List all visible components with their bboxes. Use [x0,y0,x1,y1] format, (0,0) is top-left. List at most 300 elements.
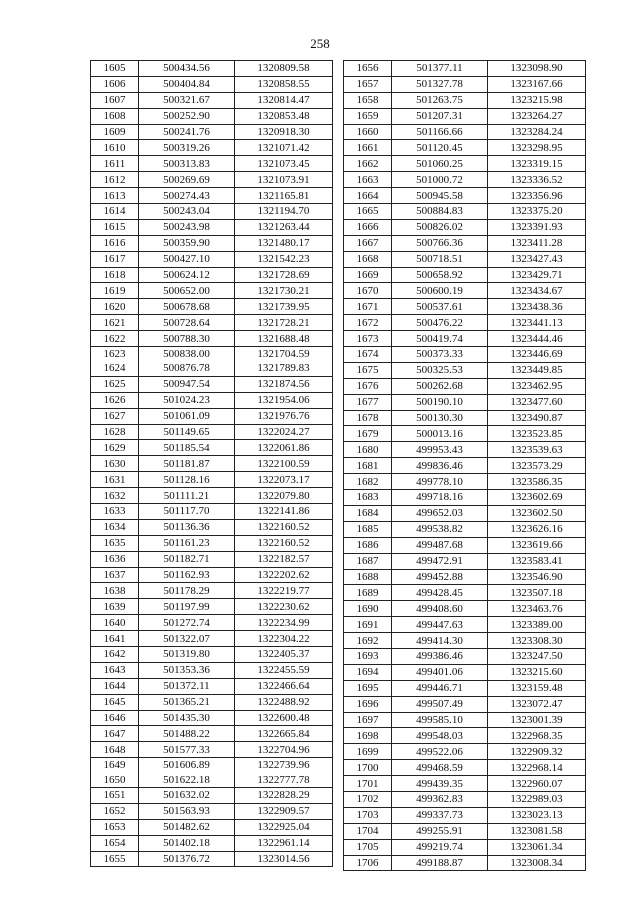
point-number-cell: 1686 [344,537,392,553]
y-coordinate-cell: 1322909.32 [488,744,586,760]
x-coordinate-cell: 499487.68 [392,537,488,553]
table-row [91,376,333,392]
point-number-cell: 1654 [91,835,139,851]
y-coordinate-cell: 1321688.48 [235,331,333,347]
table-row [91,140,333,156]
table-row [91,440,333,456]
x-coordinate-cell: 501166.66 [392,124,488,140]
table-row [91,267,333,283]
point-number-cell: 1670 [344,283,392,299]
y-coordinate-cell: 1322961.14 [235,835,333,851]
x-coordinate-cell: 501435.30 [139,710,235,726]
point-number-cell: 1680 [344,442,392,458]
table-row [91,726,333,742]
x-coordinate-cell: 500325.53 [392,362,488,378]
y-coordinate-cell: 1321728.21 [235,315,333,331]
table-row [344,712,586,728]
point-number-cell: 1615 [91,219,139,235]
point-number-cell: 1621 [91,315,139,331]
table-row [344,569,586,585]
x-coordinate-cell: 499778.10 [392,474,488,490]
cell-line: 500876.78 [163,362,210,375]
point-number-cell: 1627 [91,408,139,424]
table-row [344,807,586,823]
y-coordinate-cell: 1321954.06 [235,392,333,408]
x-coordinate-cell: 499439.35 [392,776,488,792]
x-coordinate-cell: 501482.62 [139,819,235,835]
y-coordinate-cell: 1323507.18 [488,585,586,601]
point-number-cell: 1699 [344,744,392,760]
y-coordinate-cell [235,347,333,377]
cell-line: 1322777.78 [257,773,310,786]
y-coordinate-cell: 1320809.58 [235,61,333,77]
y-coordinate-cell: 1322909.57 [235,803,333,819]
y-coordinate-cell: 1322079.80 [235,488,333,504]
y-coordinate-cell: 1321073.91 [235,172,333,188]
y-coordinate-cell: 1322665.84 [235,726,333,742]
table-row [91,299,333,315]
point-number-cell: 1704 [344,823,392,839]
point-number-cell: 1702 [344,791,392,807]
x-coordinate-cell: 499468.59 [392,760,488,776]
x-coordinate-cell: 501181.87 [139,456,235,472]
point-number-cell: 1631 [91,472,139,488]
y-coordinate-cell: 1323298.95 [488,140,586,156]
x-coordinate-cell: 500274.43 [139,188,235,204]
table-row [344,108,586,124]
point-number-cell: 1676 [344,378,392,394]
y-coordinate-cell: 1321194.70 [235,204,333,220]
x-coordinate-cell: 501111.21 [139,488,235,504]
table-row [91,283,333,299]
y-coordinate-cell: 1322828.29 [235,788,333,804]
point-number-cell: 1611 [91,156,139,172]
y-coordinate-cell: 1323375.20 [488,204,586,220]
y-coordinate-cell: 1323247.50 [488,648,586,664]
point-number-cell: 1640 [91,615,139,631]
cell-line: 501606.89 [163,759,210,772]
point-number-cell: 1657 [344,76,392,92]
point-number-cell: 1697 [344,712,392,728]
x-coordinate-cell: 499386.46 [392,648,488,664]
cell-line: 1649 [103,759,126,772]
table-row [91,519,333,535]
point-number-cell: 1617 [91,251,139,267]
point-number-cell: 1648 [91,742,139,758]
point-number-cell: 1682 [344,474,392,490]
point-number-cell: 1608 [91,108,139,124]
table-row [91,788,333,804]
point-number-cell: 1666 [344,219,392,235]
table-row [91,251,333,267]
point-number-cell [91,758,139,788]
table-row [91,742,333,758]
y-coordinate-cell: 1323438.36 [488,299,586,315]
table-row [91,124,333,140]
table-row [344,648,586,664]
point-number-cell: 1683 [344,490,392,506]
point-number-cell: 1628 [91,424,139,440]
y-coordinate-cell: 1323023.13 [488,807,586,823]
y-coordinate-cell: 1322466.64 [235,678,333,694]
y-coordinate-cell: 1322600.48 [235,710,333,726]
y-coordinate-cell: 1323619.66 [488,537,586,553]
point-number-cell: 1632 [91,488,139,504]
x-coordinate-cell: 499188.87 [392,855,488,871]
x-coordinate-cell: 499362.83 [392,791,488,807]
cell-line: 1624 [103,362,126,375]
point-number-cell: 1636 [91,551,139,567]
y-coordinate-cell: 1320853.48 [235,108,333,124]
x-coordinate-cell: 500243.04 [139,204,235,220]
point-number-cell: 1656 [344,61,392,77]
y-coordinate-cell: 1322968.14 [488,760,586,776]
y-coordinate-cell: 1321480.17 [235,235,333,251]
table-row [344,251,586,267]
table-row [91,710,333,726]
table-row [344,696,586,712]
y-coordinate-cell: 1322061.86 [235,440,333,456]
point-number-cell: 1667 [344,235,392,251]
y-coordinate-cell: 1323014.56 [235,851,333,867]
y-coordinate-cell: 1323427.43 [488,251,586,267]
point-number-cell: 1661 [344,140,392,156]
y-coordinate-cell: 1323523.85 [488,426,586,442]
point-number-cell: 1695 [344,680,392,696]
y-coordinate-cell: 1322304.22 [235,631,333,647]
y-coordinate-cell: 1322704.96 [235,742,333,758]
table-row [344,585,586,601]
x-coordinate-cell: 501372.11 [139,678,235,694]
point-number-cell: 1698 [344,728,392,744]
y-coordinate-cell: 1322968.35 [488,728,586,744]
y-coordinate-cell: 1323477.60 [488,394,586,410]
point-number-cell: 1671 [344,299,392,315]
point-number-cell: 1653 [91,819,139,835]
table-row [344,299,586,315]
point-number-cell: 1609 [91,124,139,140]
x-coordinate-cell: 501136.36 [139,519,235,535]
x-coordinate-cell: 501060.25 [392,156,488,172]
y-coordinate-cell: 1323429.71 [488,267,586,283]
x-coordinate-cell: 500600.19 [392,283,488,299]
table-row [344,331,586,347]
table-row [344,760,586,776]
point-number-cell: 1706 [344,855,392,871]
table-row [344,204,586,220]
point-number-cell: 1633 [91,503,139,519]
y-coordinate-cell: 1323626.16 [488,521,586,537]
point-number-cell: 1641 [91,631,139,647]
table-row [91,678,333,694]
table-row [91,188,333,204]
x-coordinate-cell: 499718.16 [392,490,488,506]
point-number-cell: 1638 [91,583,139,599]
x-coordinate-cell: 501024.23 [139,392,235,408]
cell-line: 500838.00 [163,348,210,361]
point-number-cell: 1687 [344,553,392,569]
point-number-cell: 1646 [91,710,139,726]
y-coordinate-cell: 1323308.30 [488,633,586,649]
x-coordinate-cell: 501402.18 [139,835,235,851]
x-coordinate-cell: 499452.88 [392,569,488,585]
y-coordinate-cell: 1321263.44 [235,219,333,235]
y-coordinate-cell: 1323215.60 [488,664,586,680]
point-number-cell: 1644 [91,678,139,694]
x-coordinate-cell: 500013.16 [392,426,488,442]
table-row [91,551,333,567]
point-number-cell: 1605 [91,61,139,77]
table-row [344,680,586,696]
table-row [91,835,333,851]
page-number: 258 [310,36,330,51]
x-coordinate-cell: 499652.03 [392,505,488,521]
x-coordinate-cell: 499836.46 [392,458,488,474]
y-coordinate-cell: 1321071.42 [235,140,333,156]
x-coordinate-cell: 500728.64 [139,315,235,331]
y-coordinate-cell: 1321165.81 [235,188,333,204]
x-coordinate-cell: 500658.92 [392,267,488,283]
table-row [344,140,586,156]
table-row [91,172,333,188]
x-coordinate-cell: 500427.10 [139,251,235,267]
table-row [344,776,586,792]
x-coordinate-cell: 501182.71 [139,551,235,567]
table-row [344,378,586,394]
x-coordinate-cell: 499472.91 [392,553,488,569]
point-number-cell: 1642 [91,646,139,662]
x-coordinate-cell: 499408.60 [392,601,488,617]
point-number-cell: 1622 [91,331,139,347]
point-number-cell: 1673 [344,331,392,347]
table-row [91,235,333,251]
x-coordinate-cell: 500243.98 [139,219,235,235]
point-number-cell: 1655 [91,851,139,867]
x-coordinate-cell: 501117.70 [139,503,235,519]
table-row [344,458,586,474]
x-coordinate-cell: 501488.22 [139,726,235,742]
x-coordinate-cell: 500945.58 [392,188,488,204]
x-coordinate-cell: 501061.09 [139,408,235,424]
point-number-cell: 1660 [344,124,392,140]
table-row [344,235,586,251]
x-coordinate-cell: 501272.74 [139,615,235,631]
point-number-cell: 1613 [91,188,139,204]
table-row [344,490,586,506]
point-number-cell: 1634 [91,519,139,535]
x-coordinate-cell: 500947.54 [139,376,235,392]
table-row [91,92,333,108]
y-coordinate-cell: 1322230.62 [235,599,333,615]
y-coordinate-cell: 1323434.67 [488,283,586,299]
cell-line: 1321704.59 [257,348,310,361]
point-number-cell: 1696 [344,696,392,712]
table-row [91,315,333,331]
x-coordinate-cell: 500624.12 [139,267,235,283]
y-coordinate-cell: 1323264.27 [488,108,586,124]
point-number-cell: 1637 [91,567,139,583]
x-coordinate-cell: 500241.76 [139,124,235,140]
y-coordinate-cell: 1322160.52 [235,535,333,551]
point-number-cell: 1701 [344,776,392,792]
x-coordinate-cell: 500319.26 [139,140,235,156]
x-coordinate-cell: 499585.10 [392,712,488,728]
table-row [344,92,586,108]
point-number-cell: 1674 [344,347,392,363]
y-coordinate-cell: 1322182.57 [235,551,333,567]
point-number-cell: 1614 [91,204,139,220]
table-row [91,631,333,647]
x-coordinate-cell: 500359.90 [139,235,235,251]
y-coordinate-cell: 1323490.87 [488,410,586,426]
y-coordinate-cell: 1323411.28 [488,235,586,251]
table-row [344,410,586,426]
x-coordinate-cell: 500190.10 [392,394,488,410]
point-number-cell: 1663 [344,172,392,188]
cell-line: 1650 [103,773,126,786]
x-coordinate-cell: 501161.23 [139,535,235,551]
point-number-cell: 1645 [91,694,139,710]
x-coordinate-cell: 501377.11 [392,61,488,77]
table-row [344,537,586,553]
point-number-cell: 1625 [91,376,139,392]
y-coordinate-cell: 1322925.04 [235,819,333,835]
x-coordinate-cell: 501365.21 [139,694,235,710]
coordinates-table-left [90,60,333,867]
y-coordinate-cell: 1323391.93 [488,219,586,235]
x-coordinate-cell: 501319.80 [139,646,235,662]
coordinates-table-right [343,60,586,871]
x-coordinate-cell: 499337.73 [392,807,488,823]
table-row [91,408,333,424]
table-row [91,694,333,710]
point-number-cell: 1635 [91,535,139,551]
x-coordinate-cell: 501632.02 [139,788,235,804]
table-row [91,331,333,347]
y-coordinate-cell: 1321728.69 [235,267,333,283]
table-row [91,662,333,678]
y-coordinate-cell: 1320918.30 [235,124,333,140]
y-coordinate-cell: 1323356.96 [488,188,586,204]
y-coordinate-cell: 1320814.47 [235,92,333,108]
table-row [344,839,586,855]
x-coordinate-cell [139,758,235,788]
table-row [344,521,586,537]
cell-line: 1322739.96 [257,759,310,772]
table-row [344,728,586,744]
point-number-cell: 1618 [91,267,139,283]
point-number-cell: 1626 [91,392,139,408]
x-coordinate-cell: 500537.61 [392,299,488,315]
y-coordinate-cell: 1321542.23 [235,251,333,267]
x-coordinate-cell: 501353.36 [139,662,235,678]
y-coordinate-cell: 1322160.52 [235,519,333,535]
point-number-cell: 1616 [91,235,139,251]
y-coordinate-cell: 1322141.86 [235,503,333,519]
x-coordinate-cell: 500766.36 [392,235,488,251]
table-row [91,615,333,631]
point-number-cell: 1607 [91,92,139,108]
x-coordinate-cell: 499219.74 [392,839,488,855]
x-coordinate-cell: 501120.45 [392,140,488,156]
point-number-cell: 1610 [91,140,139,156]
point-number-cell: 1678 [344,410,392,426]
x-coordinate-cell: 499507.49 [392,696,488,712]
x-coordinate-cell: 500373.33 [392,347,488,363]
y-coordinate-cell: 1323586.35 [488,474,586,490]
x-coordinate-cell: 501563.93 [139,803,235,819]
y-coordinate-cell: 1323072.47 [488,696,586,712]
y-coordinate-cell: 1322488.92 [235,694,333,710]
table-row [91,503,333,519]
x-coordinate-cell: 500321.67 [139,92,235,108]
y-coordinate-cell: 1323167.66 [488,76,586,92]
table-row [344,505,586,521]
table-row [91,819,333,835]
table-row [344,347,586,363]
x-coordinate-cell: 500718.51 [392,251,488,267]
x-coordinate-cell: 501376.72 [139,851,235,867]
x-coordinate-cell: 501178.29 [139,583,235,599]
y-coordinate-cell: 1321976.76 [235,408,333,424]
table-row [344,744,586,760]
y-coordinate-cell: 1322455.59 [235,662,333,678]
point-number-cell: 1681 [344,458,392,474]
y-coordinate-cell: 1323463.76 [488,601,586,617]
point-number-cell: 1703 [344,807,392,823]
table-row [91,758,333,788]
table-row [344,633,586,649]
y-coordinate-cell: 1323159.48 [488,680,586,696]
point-number-cell: 1664 [344,188,392,204]
table-row [344,553,586,569]
cell-line: 1623 [103,348,126,361]
table-row [344,61,586,77]
table-row [344,601,586,617]
x-coordinate-cell: 499255.91 [392,823,488,839]
x-coordinate-cell [139,347,235,377]
x-coordinate-cell: 501149.65 [139,424,235,440]
table-row [91,472,333,488]
table-row [344,394,586,410]
x-coordinate-cell: 500884.83 [392,204,488,220]
table-row [91,567,333,583]
point-number-cell: 1606 [91,76,139,92]
table-row [344,442,586,458]
point-number-cell: 1639 [91,599,139,615]
table-row [91,488,333,504]
point-number-cell: 1659 [344,108,392,124]
x-coordinate-cell: 500788.30 [139,331,235,347]
y-coordinate-cell: 1323602.50 [488,505,586,521]
x-coordinate-cell: 500252.90 [139,108,235,124]
y-coordinate-cell: 1322989.03 [488,791,586,807]
y-coordinate-cell: 1322024.27 [235,424,333,440]
y-coordinate-cell: 1323319.15 [488,156,586,172]
y-coordinate-cell: 1323081.58 [488,823,586,839]
point-number-cell: 1658 [344,92,392,108]
table-row [91,535,333,551]
point-number-cell: 1685 [344,521,392,537]
y-coordinate-cell: 1323008.34 [488,855,586,871]
table-row [91,76,333,92]
y-coordinate-cell: 1322073.17 [235,472,333,488]
table-row [344,426,586,442]
point-number-cell: 1677 [344,394,392,410]
table-row [91,599,333,615]
point-number-cell [91,347,139,377]
table-row [91,347,333,377]
